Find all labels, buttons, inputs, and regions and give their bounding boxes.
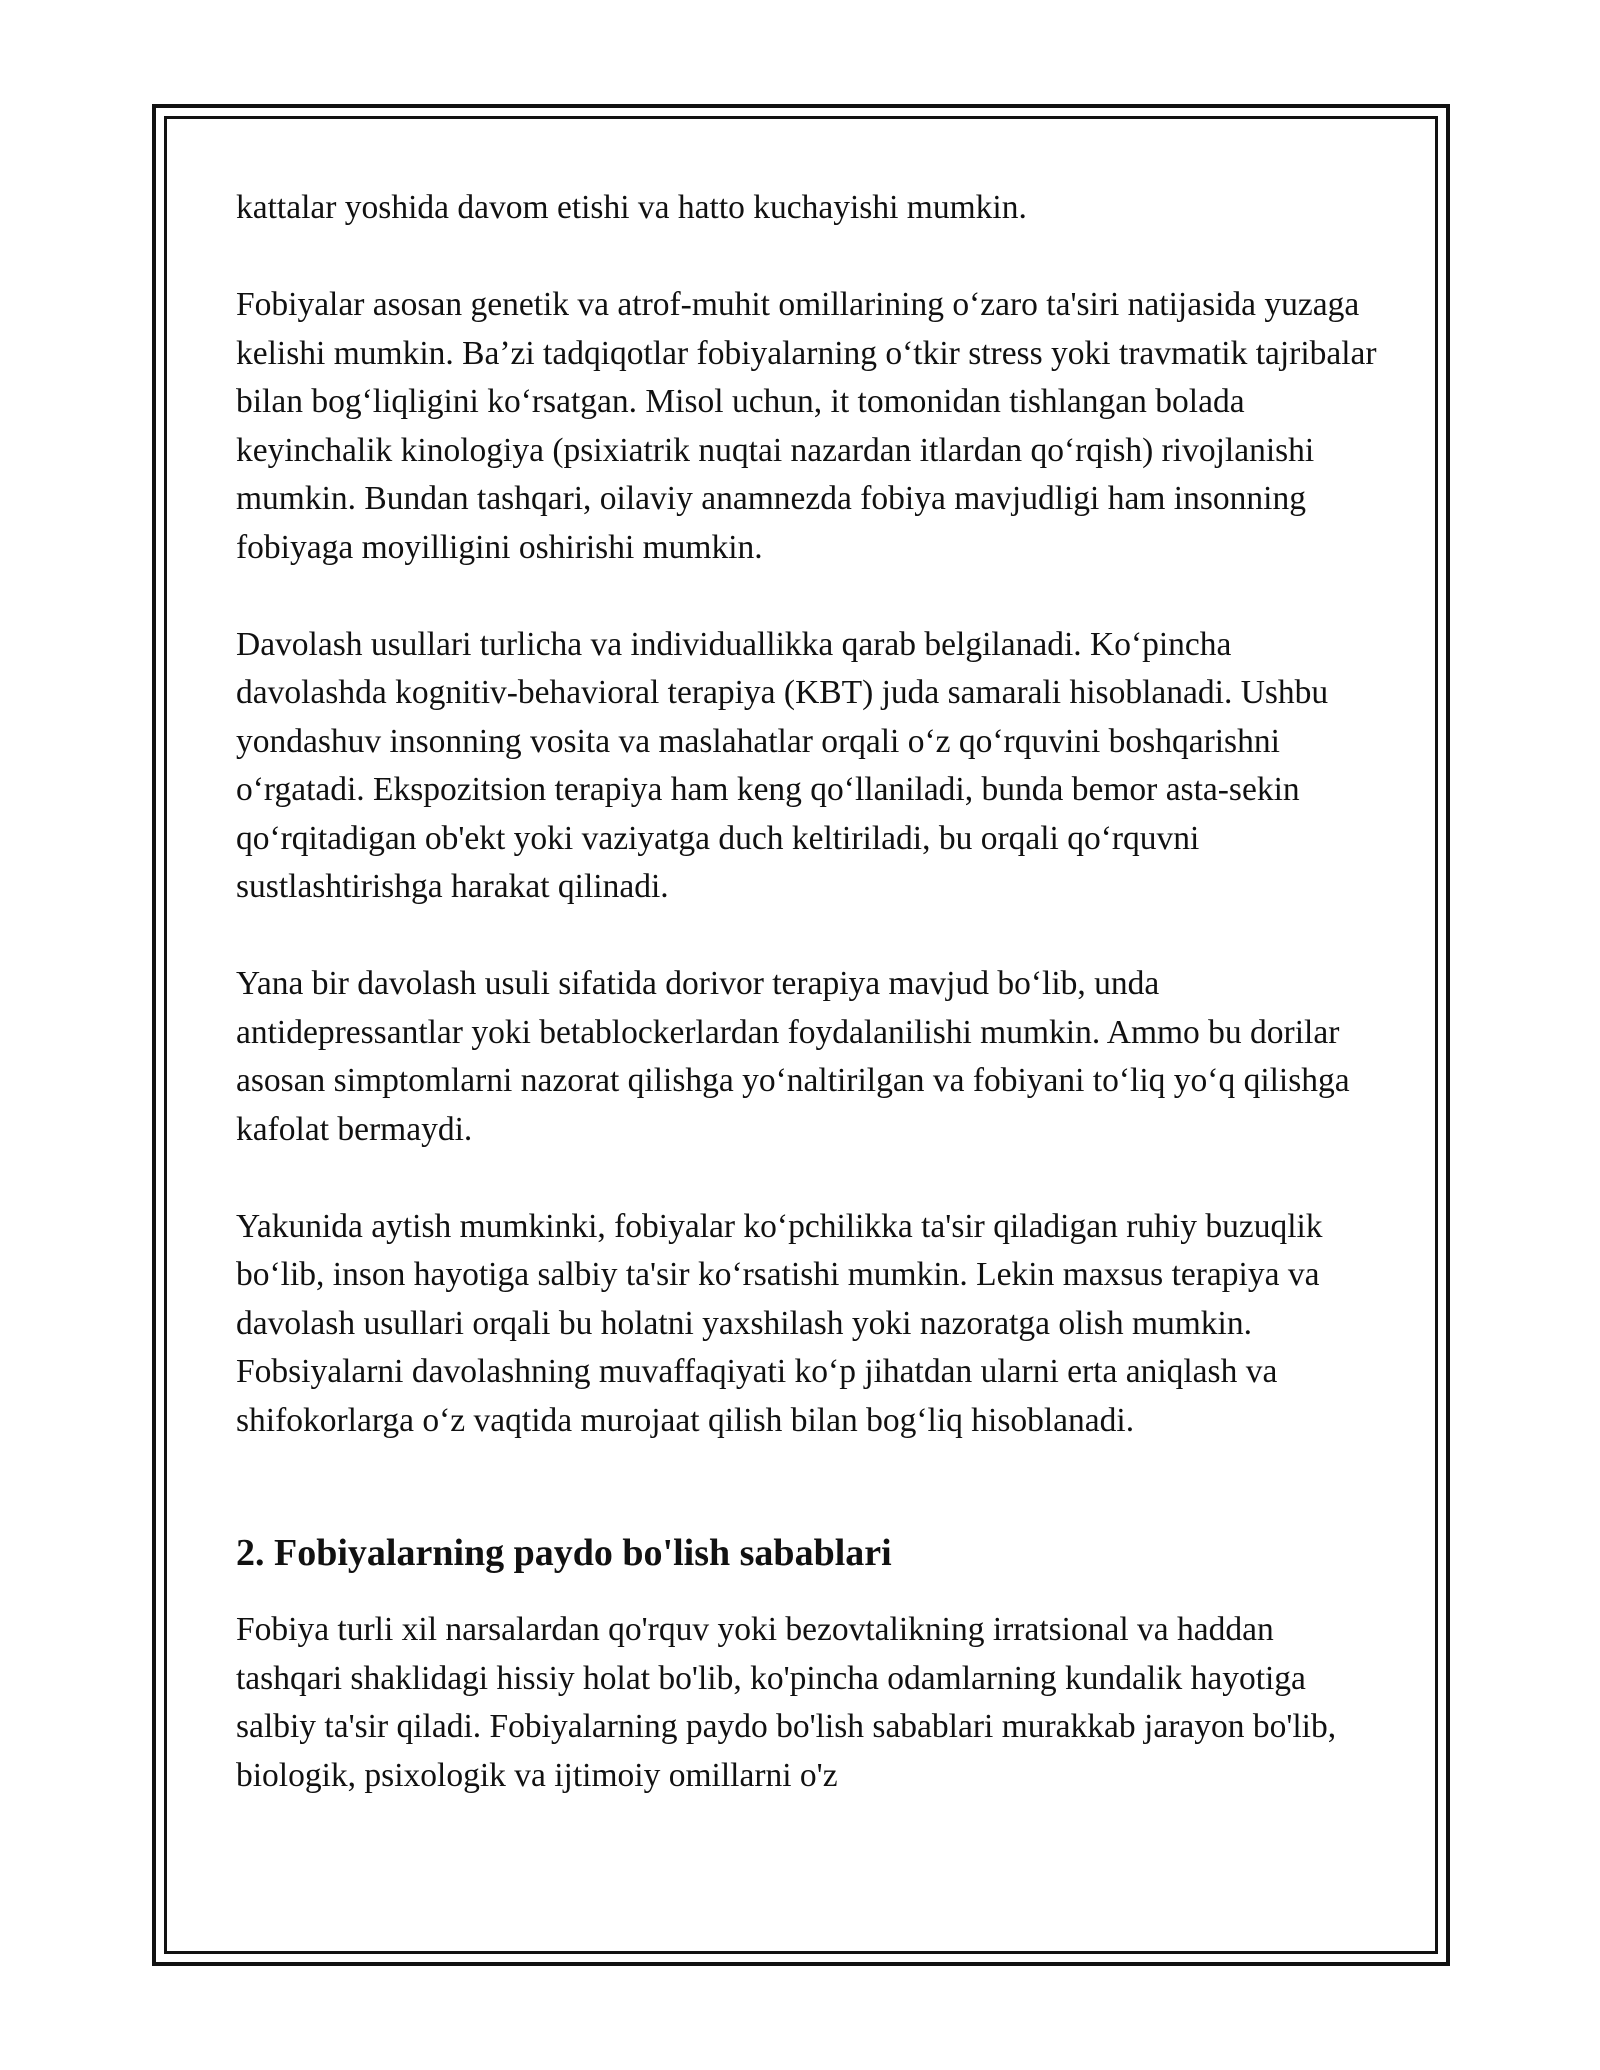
paragraph-4: Yana bir davolash usuli sifatida dorivor terapiya mavjud boʻlib, unda antidepressantlar yoki betablockerlardan foydalanilishi mumkin. Ammo bu dorilar asosan simptomlarni nazorat qilishga yoʻnaltirilgan va fobiyani toʻliq yoʻq qilishga kafolat bermaydi. <box>236 965 1350 1148</box>
paragraph-1: kattalar yoshida davom etishi va hatto kuchayishi mumkin. <box>236 189 1027 226</box>
paragraph-2: Fobiyalar asosan genetik va atrof-muhit omillarining oʻzaro ta'siri natijasida yuzaga kelishi mumkin. Baʼzi tadqiqotlar fobiyalarning oʻtkir stress yoki travmatik tajribalar bilan bogʻliqligini koʻrsatgan. Misol uchun, it tomonidan tishlangan bolada keyinchalik kinologiya (psixiatrik nuqtai nazardan itlardan qoʻrqish) rivojlanishi mumkin. Bundan tashqari, oilaviy anamnezda fobiya mavjudligi ham insonning fobiyaga moyilligini oshirishi mumkin. <box>236 286 1377 566</box>
paragraph-5: Yakunida aytish mumkinki, fobiyalar koʻpchilikka ta'sir qiladigan ruhiy buzuqlik boʻlib, inson hayotiga salbiy ta'sir koʻrsatishi mumkin. Lekin maxsus terapiya va davolash usullari orqali bu holatni yaxshilash yoki nazoratga olish mumkin. Fobsiyalarni davolashning muvaffaqiyati koʻp jihatdan ularni erta aniqlash va shifokorlarga oʻz vaqtida murojaat qilish bilan bogʻliq hisoblanadi. <box>236 1207 1323 1439</box>
page-content <box>236 184 1386 1800</box>
section-heading: 2. Fobiyalarning paydo bo'lish sabablari <box>236 1532 892 1574</box>
section-paragraph: Fobiya turli xil narsalardan qo'rquv yoki bezovtalikning irratsional va haddan tashqari shaklidagi hissiy holat bo'lib, ko'pincha odamlarning kundalik hayotiga salbiy ta'sir qiladi. Fobiyalarning paydo bo'lish sabablari murakkab jarayon bo'lib, biologik, psixologik va ijtimoiy omillarni o'z <box>236 1611 1337 1794</box>
paragraph-3: Davolash usullari turlicha va individuallikka qarab belgilanadi. Koʻpincha davolashda kognitiv-behavioral terapiya (KBT) juda samarali hisoblanadi. Ushbu yondashuv insonning vosita va maslahatlar orqali oʻz qoʻrquvini boshqarishni oʻrgatadi. Ekspozitsion terapiya ham keng qoʻllaniladi, bunda bemor asta-sekin qoʻrqitadigan ob'ekt yoki vaziyatga duch keltiriladi, bu orqali qoʻrquvni sustlashtirishga harakat qilinadi. <box>236 625 1329 905</box>
